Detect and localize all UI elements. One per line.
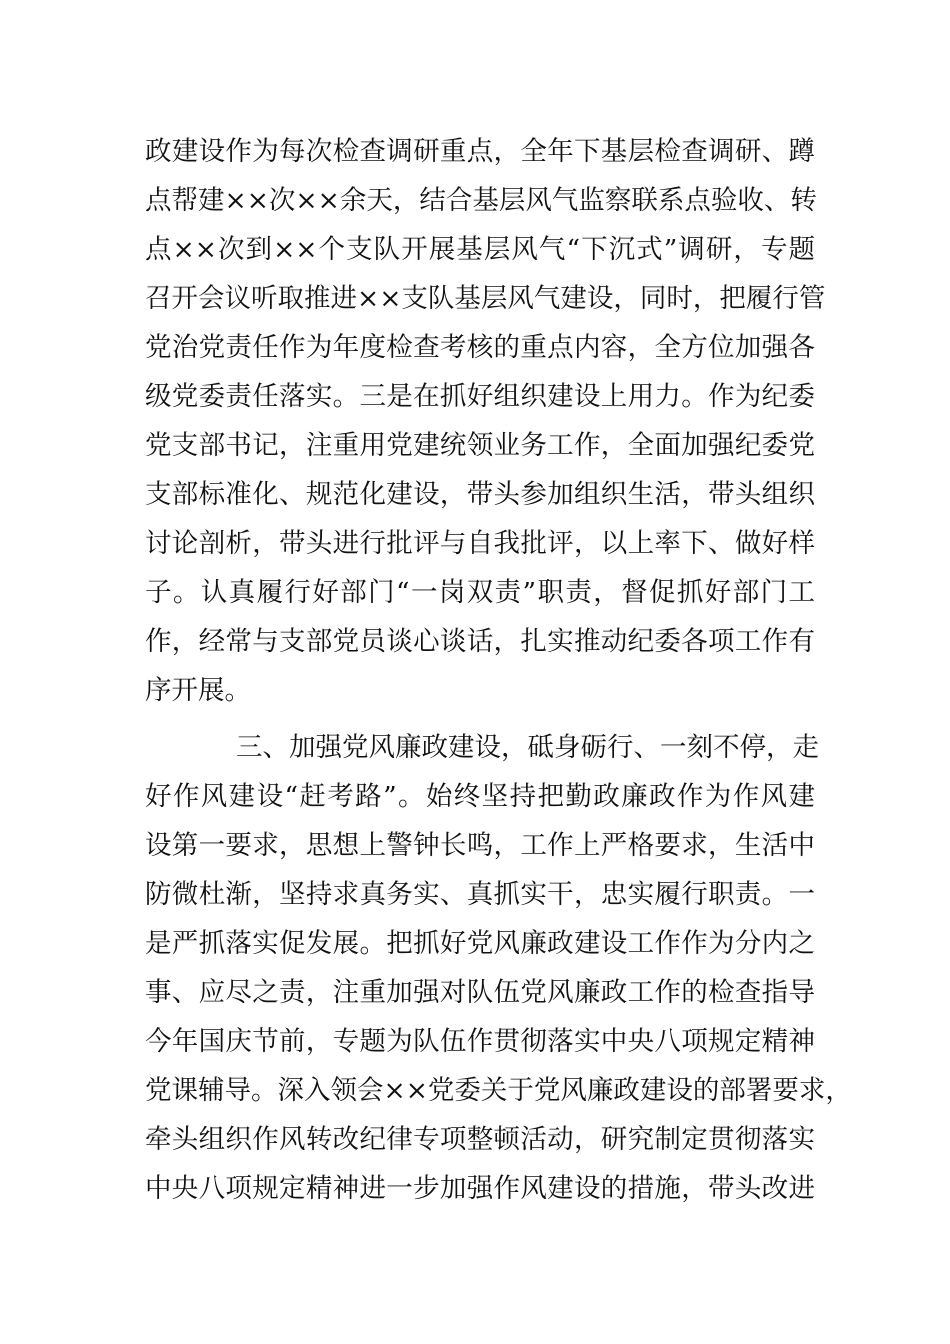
text-line: 点帮建××次××余天，结合基层风气监察联系点验收、转 [145,185,817,216]
text-line: 点××次到××个支队开展基层风气“下沉式”调研，专题 [145,234,815,265]
text-line: 子。认真履行好部门“一岗双责”职责，督促抓好部门工 [145,577,815,608]
text-line: 三、加强党风廉政建设，砥身砺行、一刻不停，走 [236,732,819,763]
text-line: 级党委责任落实。三是在抓好组织建设上用力。作为纪委 [145,381,815,412]
paragraph-2 [145,723,852,1213]
text-line: 支部标准化、规范化建设，带头参加组织生活，带头组织 [145,479,815,510]
text-line: 讨论剖析，带头进行批评与自我批评，以上率下、做好样 [145,528,815,559]
text-line: 党治党责任作为年度检查考核的重点内容，全方位加强各 [145,332,815,363]
text-line: 中央八项规定精神进一步加强作风建设的措施，带头改进 [145,1173,815,1204]
text-line: 党课辅导。深入领会××党委关于党风廉政建设的部署要求， [145,1075,852,1106]
text-line: 防微杜渐，坚持求真务实、真抓实干，忠实履行职责。一 [145,879,815,910]
text-line: 序开展。 [145,675,251,706]
text-line: 召开会议听取推进××支队基层风气建设，同时，把履行管 [145,283,826,314]
text-line: 好作风建设“赶考路”。始终坚持把勤政廉政作为作风建 [145,781,815,812]
text-line: 牵头组织作风转改纪律专项整顿活动，研究制定贯彻落实 [145,1124,815,1155]
text-line: 事、应尽之责，注重加强对队伍党风廉政工作的检查指导 [145,977,815,1008]
text-line: 是严抓落实促发展。把抓好党风廉政建设工作作为分内之 [145,928,815,959]
text-line: 设第一要求，思想上警钟长鸣，工作上严格要求，生活中 [145,830,815,861]
text-line: 政建设作为每次检查调研重点，全年下基层检查调研、蹲 [145,136,815,167]
text-line: 作，经常与支部党员谈心谈话，扎实推动纪委各项工作有 [145,626,815,657]
text-line: 党支部书记，注重用党建统领业务工作，全面加强纪委党 [145,430,815,461]
paragraph-1 [145,127,826,715]
text-line: 今年国庆节前，专题为队伍作贯彻落实中央八项规定精神 [145,1026,815,1057]
